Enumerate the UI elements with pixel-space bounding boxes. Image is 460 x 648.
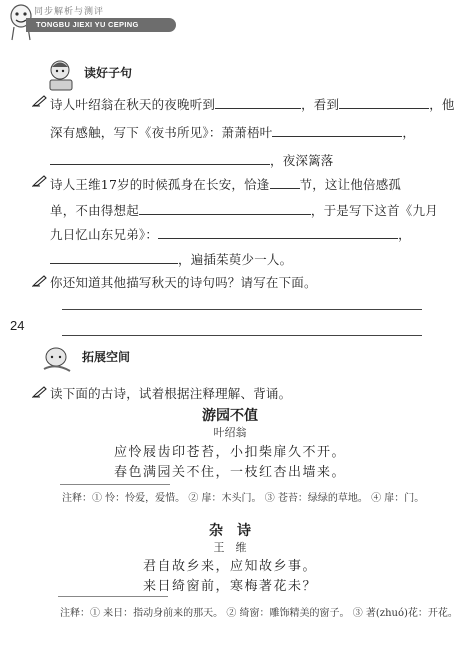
q1-line1: 诗人叶绍翁在秋天的夜晚听到 ，看到 ，他 <box>50 94 455 113</box>
poem2-title: 杂 诗 <box>209 523 251 539</box>
pencil-icon <box>32 275 48 287</box>
brand-title-cn: 同步解析与测评 <box>34 7 105 17</box>
answer-line[interactable] <box>62 335 422 336</box>
brand-title-en: TONGBU JIEXI YU CEPING <box>26 18 176 32</box>
answer-blank[interactable] <box>270 174 300 189</box>
page-number: 24 <box>10 318 25 333</box>
q2-line1: 诗人王维17岁的时候孤身在长安，恰逢 节，这让他倍感孤 <box>50 174 401 193</box>
answer-blank[interactable] <box>272 122 402 137</box>
section-title-explore: 拓展空间 <box>82 350 131 364</box>
poem1-author: 叶绍翁 <box>213 426 247 439</box>
q1-line3: ，夜深篱落 <box>50 150 334 169</box>
answer-blank[interactable] <box>139 200 311 215</box>
poem2-author: 王 维 <box>213 541 247 554</box>
q2-line3: 九日忆山东兄弟》： ， <box>50 224 411 243</box>
q2-line2: 单，不由得想起 ，于是写下这首《九月 <box>50 200 438 219</box>
q2-line4: ，遍插茱萸少一人。 <box>50 249 292 268</box>
poem2-line2: 来日绮窗前，寒梅著花未？ <box>142 579 317 594</box>
pencil-icon <box>32 386 48 398</box>
poem2-note: 注释：① 来日：指动身前来的那天。 ② 绮窗：雕饰精美的窗子。 ③ 著(zhuó)花：开花。 <box>60 608 458 619</box>
pencil-icon <box>32 175 48 187</box>
explore-kid-icon <box>40 343 80 377</box>
answer-blank[interactable] <box>50 150 270 165</box>
section-title-reading: 读好子句 <box>84 66 133 80</box>
answer-blank[interactable] <box>215 94 301 109</box>
divider <box>60 484 170 485</box>
explore-intro: 读下面的古诗，试着根据注释理解、背诵。 <box>50 386 292 401</box>
answer-blank[interactable] <box>158 224 398 239</box>
poem1-line1: 应怜屐齿印苍苔，小扣柴扉久不开。 <box>113 445 346 460</box>
poem2-line1: 君自故乡来，应知故乡事。 <box>142 559 317 574</box>
poem1-title: 游园不值 <box>202 408 258 424</box>
answer-blank[interactable] <box>339 94 429 109</box>
answer-line[interactable] <box>62 309 422 310</box>
reading-kid-icon <box>44 58 84 92</box>
answer-blank[interactable] <box>50 249 178 264</box>
q1-line2: 深有感触，写下《夜书所见》：萧萧梧叶 ， <box>50 122 415 141</box>
poem1-note: 注释：① 怜：怜爱，爱惜。 ② 扉：木头门。 ③ 苍苔：绿绿的草地。 ④ 扉：门。 <box>62 493 425 504</box>
q3-prompt: 你还知道其他描写秋天的诗句吗？请写在下面。 <box>50 275 317 290</box>
poem1-line2: 春色满园关不住，一枝红杏出墙来。 <box>113 465 346 480</box>
pencil-icon <box>32 95 48 107</box>
divider <box>58 596 168 597</box>
